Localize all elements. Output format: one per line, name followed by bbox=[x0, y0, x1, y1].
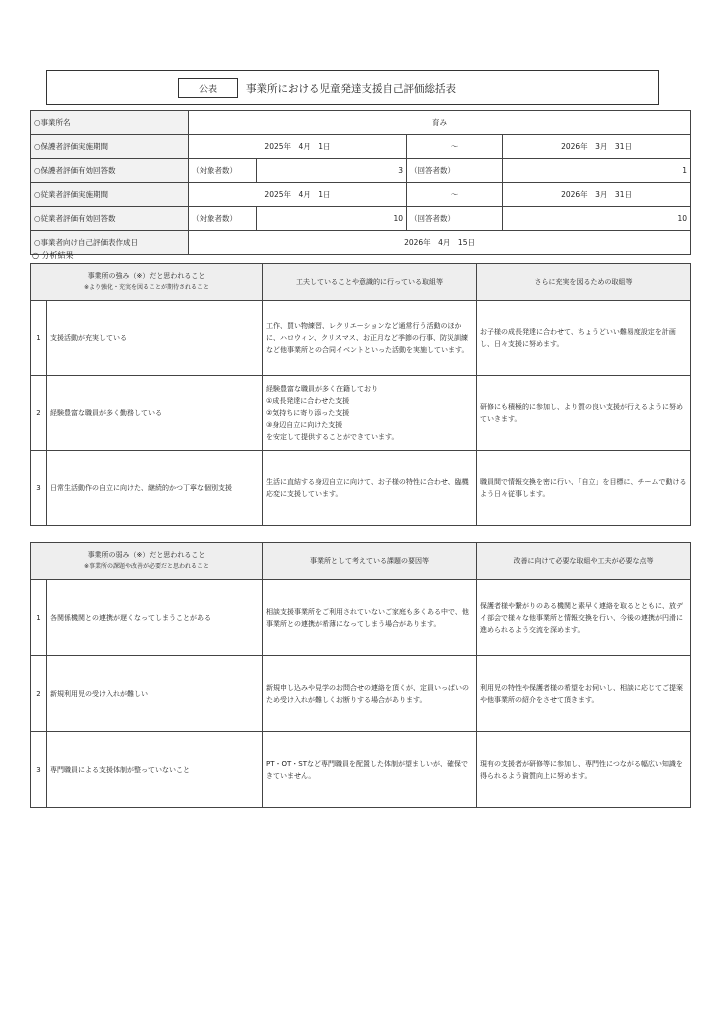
row-number: 3 bbox=[31, 732, 47, 808]
weakness-plan: 利用児の特性や保護者様の希望をお伺いし、相談に応じてご提案や他事業所の紹介をさせて頂きます。 bbox=[477, 656, 691, 732]
weakness-plan: 現有の支援者が研修等に参加し、専門性につながる幅広い知識を得られるよう資質向上に努めます。 bbox=[477, 732, 691, 808]
guardian-responses-value: 1 bbox=[503, 159, 691, 183]
strengths-head-title: 事業所の強み（※）だと思われること bbox=[87, 272, 206, 280]
strength-item: 日常生活動作の自立に向けた、継続的かつ丁寧な個別支援 bbox=[47, 451, 263, 526]
staff-resp-label: ○従業者評価有効回答数 bbox=[31, 207, 189, 231]
weakness-detail: 新規申し込みや見学のお問合せの連絡を頂くが、定員いっぱいのため受け入れが難しくお断りする場合があります。 bbox=[263, 656, 477, 732]
weakness-item: 各関係機関との連携が遅くなってしまうことがある bbox=[47, 580, 263, 656]
staff-period-tilde: ～ bbox=[407, 183, 503, 207]
analysis-heading: ○ 分析結果 bbox=[32, 251, 74, 260]
guardian-target-value: 3 bbox=[257, 159, 407, 183]
table-row bbox=[31, 580, 691, 656]
strength-detail: 経験豊富な職員が多く在籍しており ①成長発達に合わせた支援 ②気持ちに寄り添った支援 ③身辺自立に向けた支援 を安定して提供することができています。 bbox=[263, 376, 477, 451]
staff-target-value: 10 bbox=[257, 207, 407, 231]
strengths-table bbox=[30, 263, 691, 526]
strengths-head-note: ※より強化・充実を図ることが期待されること bbox=[83, 284, 210, 291]
staff-target-label: （対象者数） bbox=[189, 207, 257, 231]
row-number: 1 bbox=[31, 580, 47, 656]
weaknesses-head-plan: 改善に向けて必要な取組や工夫が必要な点等 bbox=[477, 543, 691, 580]
staff-responses-label: （回答者数） bbox=[407, 207, 503, 231]
guardian-period-end: 2026年 3月 31日 bbox=[503, 135, 691, 159]
row-number: 3 bbox=[31, 451, 47, 526]
weakness-item: 新規利用児の受け入れが難しい bbox=[47, 656, 263, 732]
strength-plan: 職員間で情報交換を密に行い、「自立」を目標に、チームで動けるよう日々従事します。 bbox=[477, 451, 691, 526]
weaknesses-head-note: ※事業所の課題や改善が必要だと思われること bbox=[83, 563, 210, 570]
strength-item: 経験豊富な職員が多く勤務している bbox=[47, 376, 263, 451]
guardian-target-label: （対象者数） bbox=[189, 159, 257, 183]
created-label: ○事業者向け自己評価表作成日 bbox=[31, 231, 189, 255]
public-badge: 公表 bbox=[178, 78, 238, 98]
weakness-plan: 保護者様や繋がりのある機関と素早く連絡を取るとともに、放デイ部会で様々な他事業所と情報交換を行い、今後の連携が円滑に進められるよう交流を深めます。 bbox=[477, 580, 691, 656]
facility-value: 育み bbox=[189, 111, 691, 135]
row-number: 2 bbox=[31, 376, 47, 451]
guardian-responses-label: （回答者数） bbox=[407, 159, 503, 183]
guardian-period-start: 2025年 4月 1日 bbox=[189, 135, 407, 159]
weaknesses-head-title: 事業所の弱み（※）だと思われること bbox=[87, 551, 206, 559]
weakness-detail: PT・OT・STなど専門職員を配置した体制が望ましいが、確保できていません。 bbox=[263, 732, 477, 808]
page-title: 事業所における児童発達支援自己評価総括表 bbox=[246, 82, 456, 95]
created-value: 2026年 4月 15日 bbox=[189, 231, 691, 255]
weakness-detail: 相談支援事業所をご利用されていないご家庭も多くある中で、他事業所との連携が希薄になってしまう場合があります。 bbox=[263, 580, 477, 656]
facility-label: ○事業所名 bbox=[31, 111, 189, 135]
table-row bbox=[31, 656, 691, 732]
weaknesses-head-item bbox=[31, 543, 263, 580]
table-row bbox=[31, 301, 691, 376]
weaknesses-table bbox=[30, 542, 691, 808]
staff-period-start: 2025年 4月 1日 bbox=[189, 183, 407, 207]
table-row bbox=[31, 451, 691, 526]
guardian-resp-label: ○保護者評価有効回答数 bbox=[31, 159, 189, 183]
strengths-head-plan: さらに充実を図るための取組等 bbox=[477, 264, 691, 301]
strength-plan: お子様の成長発達に合わせて、ちょうどいい難易度設定を計画し、日々支援に努めます。 bbox=[477, 301, 691, 376]
info-table bbox=[30, 110, 691, 255]
table-row bbox=[31, 376, 691, 451]
strength-item: 支援活動が充実している bbox=[47, 301, 263, 376]
row-number: 2 bbox=[31, 656, 47, 732]
guardian-period-label: ○保護者評価実施期間 bbox=[31, 135, 189, 159]
staff-period-end: 2026年 3月 31日 bbox=[503, 183, 691, 207]
staff-period-label: ○従業者評価実施期間 bbox=[31, 183, 189, 207]
strength-detail: 工作、買い物練習、レクリエーションなど通常行う活動のほかに、ハロウィン、クリスマス、お正月など季節の行事、防災訓練など他事業所との合同イベントといった活動を実施しています。 bbox=[263, 301, 477, 376]
staff-responses-value: 10 bbox=[503, 207, 691, 231]
strengths-head-item bbox=[31, 264, 263, 301]
row-number: 1 bbox=[31, 301, 47, 376]
weakness-item: 専門職員による支援体制が整っていないこと bbox=[47, 732, 263, 808]
strength-plan: 研修にも積極的に参加し、より質の良い支援が行えるように努めていきます。 bbox=[477, 376, 691, 451]
weaknesses-head-detail: 事業所として考えている課題の要因等 bbox=[263, 543, 477, 580]
table-row bbox=[31, 732, 691, 808]
strength-detail: 生活に直結する身辺自立に向けて、お子様の特性に合わせ、臨機応変に支援しています。 bbox=[263, 451, 477, 526]
strengths-head-detail: 工夫していることや意識的に行っている取組等 bbox=[263, 264, 477, 301]
guardian-period-tilde: ～ bbox=[407, 135, 503, 159]
